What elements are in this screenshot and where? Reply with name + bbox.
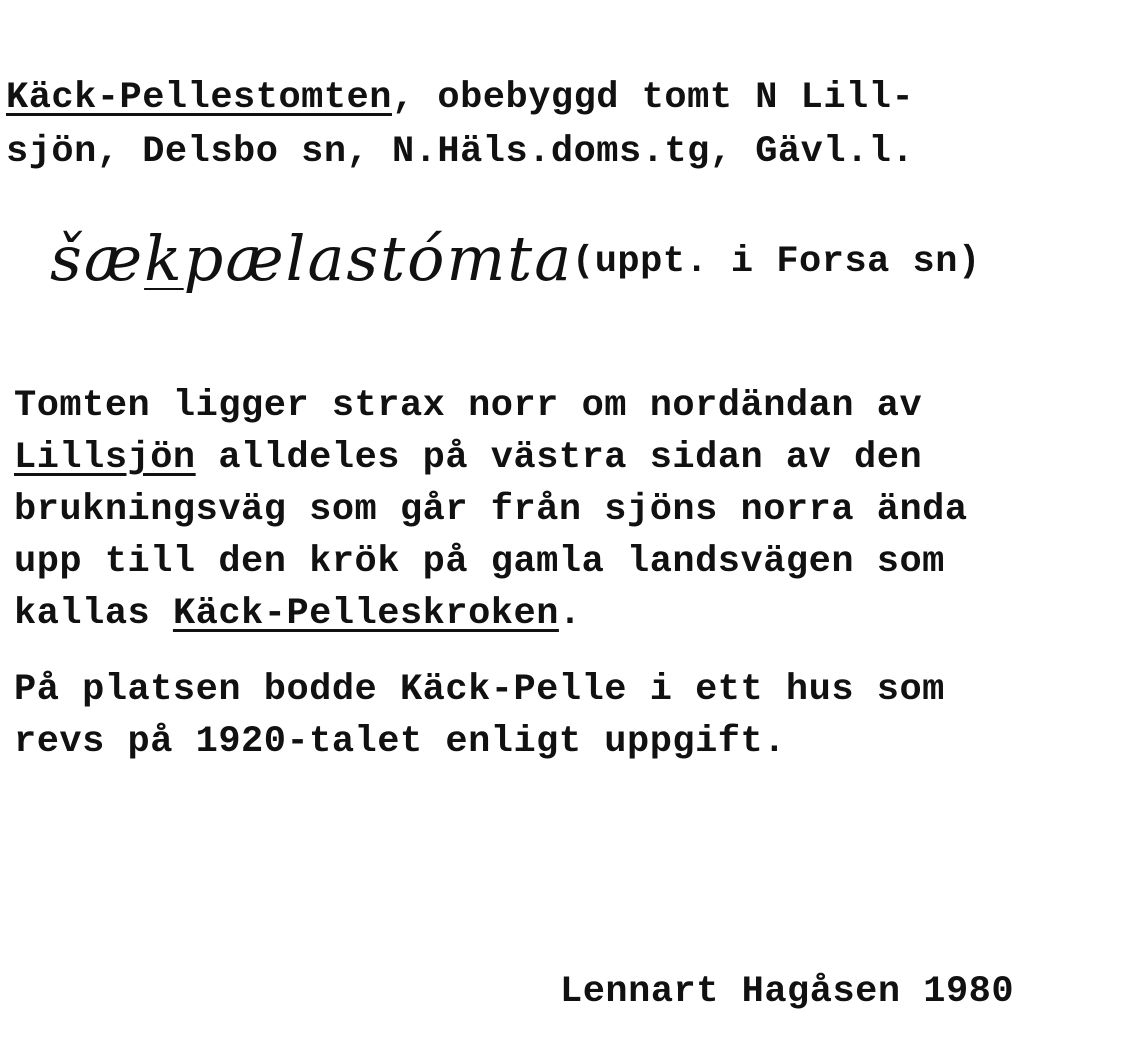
history-line-2: revs på 1920-talet enligt uppgift. [14,721,786,763]
headword: Käck-Pellestomten [6,77,392,119]
signature: Lennart Hagåsen 1980 [560,971,1015,1013]
description-line-3: brukningsväg som går från sjöns norra ända [14,489,968,531]
header-line-1-rest: , obebyggd tomt N Lill- [391,77,915,119]
description-line-5: kallas Käck-Pelleskroken. [14,593,582,635]
description-line-4: upp till den krök på gamla landsvägen som [14,541,945,583]
description-line-2: Lillsjön alldeles på västra sidan av den [14,437,923,479]
header-line-1 [6,72,914,124]
history-line-1: På platsen bodde Käck-Pelle i ett hus som [14,669,945,711]
pronunciation-handwritten: šækpælastómta [50,222,574,295]
place-name-kroken: Käck-Pelleskroken [172,593,559,635]
place-name-lillsjon: Lillsjön [14,437,196,479]
header-line-2: sjön, Delsbo sn, N.Häls.doms.tg, Gävl.l. [6,131,915,173]
pronunciation-note: (uppt. i Forsa sn) [572,241,981,283]
description-line-1: Tomten ligger strax norr om nordändan av [14,385,923,427]
